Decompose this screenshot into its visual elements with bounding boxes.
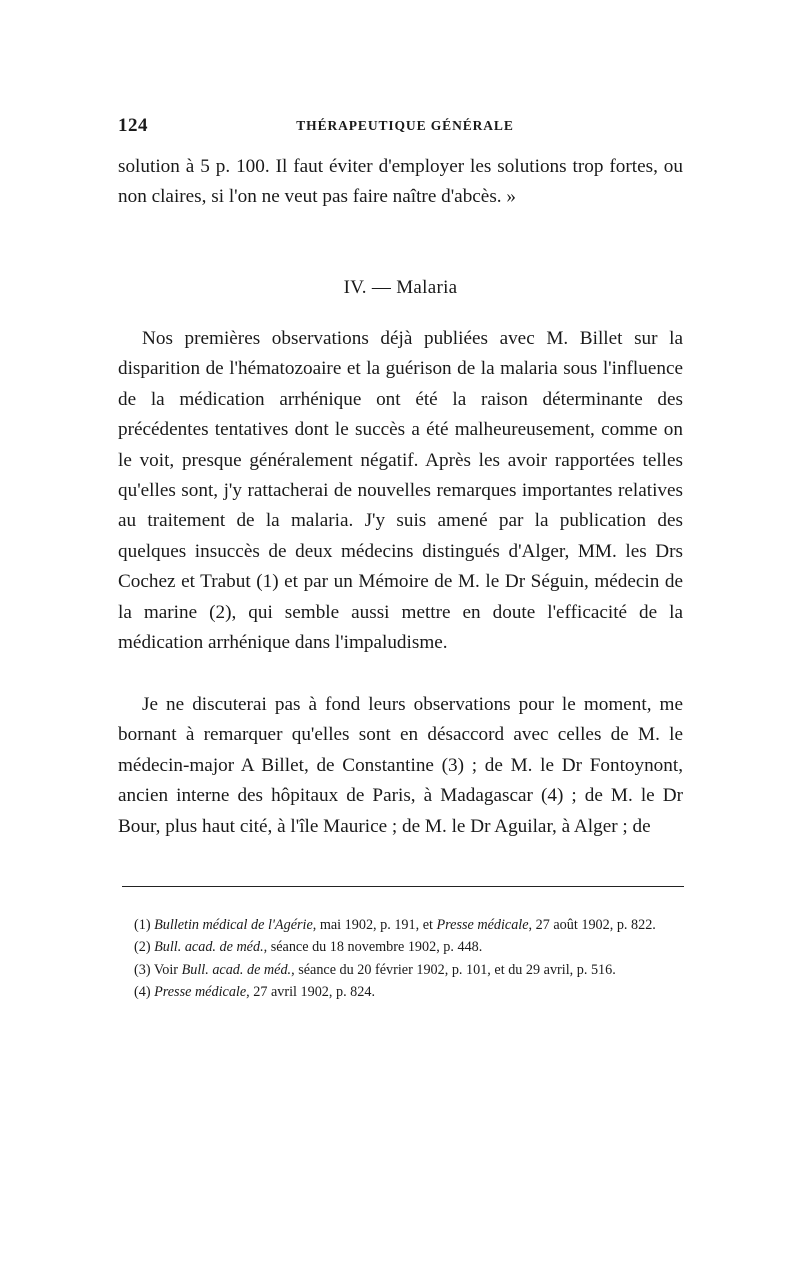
footnote-marker: (2) (134, 939, 151, 956)
footnote-detail: , séance du 20 février 1902, p. 101, et du 29 avril, p. 516. (291, 961, 616, 978)
footnote-source-2: Presse médicale (436, 917, 529, 933)
paragraph-malaria-intro: Nos premières observations déjà publiées avec M. Billet sur la disparition de l'hématozoaire et la guérison de la malaria sous l'influence de la médication arrhénique ont été la raison déterminante des précédentes tentatives dont le succès a été malheureusement, comme on le voit, presque généralement négatif. Après les avoir rapportées telles qu'elles sont, j'y rattacherai de nouvelles remarques importantes relatives au traitement de la malaria. J'y suis amené par la publication des quelques insuccès de deux médecins distingués d'Alger, MM. les Drs Cochez et Trabut (1) et par un Mémoire de M. le Dr Séguin, médecin de la marine (2), qui semble aussi mettre en doute l'efficacité de la médication arrhénique dans l'impaludisme. (118, 328, 683, 654)
running-title: THÉRAPEUTIQUE GÉNÉRALE (296, 118, 514, 133)
footnote-detail: , 27 avril 1902, p. 824. (246, 984, 376, 1001)
page-number: 124 (118, 115, 148, 136)
footnote-detail-2: , 27 août 1902, p. 822. (528, 917, 656, 933)
footnote-3 (120, 960, 685, 980)
footnote-marker: (4) (134, 984, 151, 1001)
footnote-prefix: Voir (153, 961, 182, 978)
footnote-2 (120, 937, 685, 957)
footnote-marker: (3) (134, 961, 151, 978)
footnote-source: Bull. acad. de méd. (154, 939, 264, 956)
footnotes (120, 915, 685, 1003)
footnote-source: Bulletin médical de l'Agérie (154, 917, 313, 933)
footnote-marker: (1) (134, 917, 151, 933)
footnote-divider (122, 886, 684, 887)
running-head (118, 115, 684, 139)
footnote-detail: , mai 1902, p. 191, et (312, 917, 437, 933)
paragraph-continuation: solution à 5 p. 100. Il faut éviter d'employer les solutions trop fortes, ou non claires, si l'on ne veut pas faire naître d'abcès. » (118, 156, 683, 208)
footnote-1 (120, 915, 685, 935)
footnote-4 (120, 982, 685, 1002)
footnote-source: Bull. acad. de méd. (181, 961, 292, 978)
footnote-detail: , séance du 18 novembre 1902, p. 448. (263, 939, 483, 956)
footnote-source: Presse médicale (154, 984, 247, 1001)
paragraph-discussion: Je ne discuterai pas à fond leurs observations pour le moment, me bornant à remarquer qu'elles sont en désaccord avec celles de M. le médecin-major A Billet, de Constantine (3) ; de M. le Dr Fontoynont, ancien interne des hôpitaux de Paris, à Madagascar (4) ; de M. le Dr Bour, plus haut cité, à l'île Maurice ; de M. le Dr Aguilar, à Alger ; de (118, 694, 683, 837)
section-heading: IV. — Malaria (343, 277, 458, 298)
